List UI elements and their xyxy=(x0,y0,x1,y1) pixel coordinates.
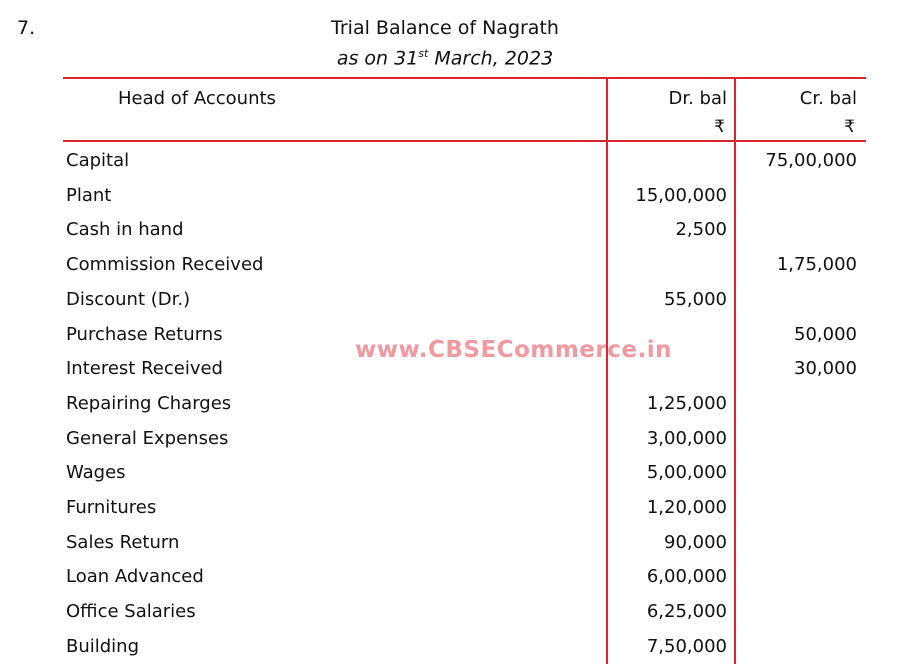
cr-currency-symbol: ₹ xyxy=(844,117,855,137)
subtitle-date-pre: as on 31 xyxy=(336,47,419,70)
table-header-rule xyxy=(63,140,866,142)
account-name: Interest Received xyxy=(66,358,223,380)
dr-amount: 5,00,000 xyxy=(646,462,727,484)
table-row xyxy=(0,358,910,392)
table-row xyxy=(0,254,910,288)
table-row xyxy=(0,497,910,531)
dr-amount: 2,500 xyxy=(675,219,727,241)
subtitle-date-post: March, 2023 xyxy=(428,47,554,70)
account-name: Commission Received xyxy=(66,254,264,276)
table-row xyxy=(0,428,910,462)
table-row xyxy=(0,289,910,323)
cr-amount: 75,00,000 xyxy=(765,150,857,171)
account-name: Capital xyxy=(66,150,130,171)
account-name: Purchase Returns xyxy=(66,323,223,345)
account-name: Loan Advanced xyxy=(66,566,204,588)
subtitle-date-suffix: st xyxy=(418,47,429,60)
dr-amount: 3,00,000 xyxy=(646,427,727,449)
question-number: 7. xyxy=(17,17,36,39)
account-name: Discount (Dr.) xyxy=(66,288,191,310)
table-row xyxy=(0,462,910,496)
account-name: Repairing Charges xyxy=(66,392,232,414)
account-name: Cash in hand xyxy=(66,219,184,241)
account-name: Sales Return xyxy=(66,531,180,553)
dr-amount: 6,25,000 xyxy=(646,601,727,623)
dr-amount: 15,00,000 xyxy=(635,184,727,206)
cr-amount: 30,000 xyxy=(794,358,857,380)
header-cr-balance: Cr. bal xyxy=(799,88,857,109)
header-head-of-accounts: Head of Accounts xyxy=(118,88,276,109)
dr-amount: 55,000 xyxy=(664,288,727,310)
header-dr-balance: Dr. bal xyxy=(668,88,727,109)
table-row xyxy=(0,185,910,219)
table-row xyxy=(0,601,910,635)
dr-amount: 1,20,000 xyxy=(646,497,727,518)
account-name: Wages xyxy=(66,462,126,484)
account-name: Building xyxy=(66,635,140,657)
table-row xyxy=(0,636,910,670)
cr-amount: 1,75,000 xyxy=(776,254,857,276)
account-name: Plant xyxy=(66,184,112,206)
table-row xyxy=(0,150,910,184)
watermark: www.CBSECommerce.in xyxy=(355,337,672,363)
table-row xyxy=(0,219,910,253)
dr-amount: 7,50,000 xyxy=(646,635,727,657)
dr-amount: 1,25,000 xyxy=(646,392,727,414)
dr-currency-symbol: ₹ xyxy=(714,117,725,137)
document-title: Trial Balance of Nagrath xyxy=(331,17,559,39)
table-row xyxy=(0,566,910,600)
account-name: General Expenses xyxy=(66,427,229,449)
account-name: Office Salaries xyxy=(66,601,196,623)
table-row xyxy=(0,393,910,427)
account-name: Furnitures xyxy=(66,497,157,518)
cr-amount: 50,000 xyxy=(794,323,857,345)
table-row xyxy=(0,532,910,566)
table-top-rule xyxy=(63,77,866,79)
dr-amount: 90,000 xyxy=(664,531,727,553)
document-subtitle xyxy=(0,47,890,69)
dr-amount: 6,00,000 xyxy=(646,566,727,588)
